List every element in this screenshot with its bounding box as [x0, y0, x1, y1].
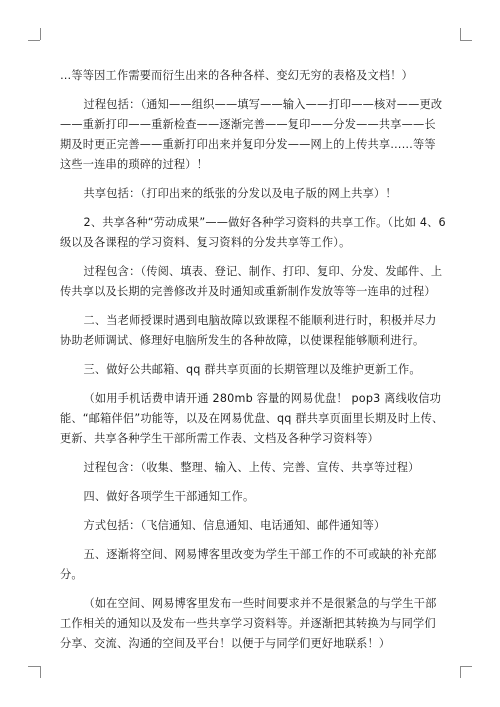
crop-mark-bottom-left: [40, 666, 41, 667]
paragraph-section-3-detail: （如用手机话费申请开通 280mb 容量的网易优盘！ pop3 离线收信功能、“邮箱伴侣”功能等，以及在网易优盘、qq 群共享页面里长期及时上传、更新、共享各种学生干部所需工作表、文档及各种学习资料等）: [60, 392, 444, 445]
paragraph-section-3: 三、做好公共邮箱、qq 群共享页面的长期管理以及维护更新工作。: [83, 363, 421, 376]
paragraph-section-5-detail: （如在空间、网易博客里发布一些时间要求并不是很紧急的与学生干部工作相关的通知以及发布一些共享学习资料等。并逐渐把其转换为与同学们分享、交流、沟通的空间及平台！以便于与同学们更好地联系！）: [60, 597, 437, 650]
paragraph-process-2: 过程包含：（传阅、填表、登记、制作、打印、复印、分发、发邮件、上传共享以及长期的完善修改并及时通知或重新制作发放等等一连串的过程）: [60, 265, 443, 298]
crop-mark-top-right: [460, 40, 461, 41]
paragraph-process-1: 过程包括：（通知——组织——填写——输入——打印——核对——更改——重新打印——重新检查——逐渐完善——复印——分发——共享——长期及时更正完善——重新打印出来并复印分发——网上的上传共享……等等这些一连串的琐碎的过程）！: [60, 98, 443, 171]
paragraph-process-3: 过程包含：（收集、整理、输入、上传、完善、宣传、共享等过程）: [83, 461, 420, 474]
paragraph-methods: 方式包括：（飞信通知、信息通知、电话通知、邮件通知等）: [83, 519, 386, 532]
paragraph-section-2: 二、当老师授课时遇到电脑故障以致课程不能顺利进行时，积极并尽力协助老师调试、修理好电脑所发生的各种故障，以使课程能够顺利进行。: [60, 314, 437, 347]
paragraph-continuation: …等等因工作需要而衍生出来的各种各样、变幻无穷的表格及文档！）: [60, 69, 414, 82]
paragraph-section-5: 五、逐渐将空间、网易博客里改变为学生干部工作的不可或缺的补充部分。: [60, 548, 437, 581]
paragraph-sharing: 共享包括：（打印出来的纸张的分发以及电子版的网上共享）！: [83, 187, 397, 200]
paragraph-section-4: 四、做好各项学生干部通知工作。: [83, 490, 255, 503]
crop-mark-top-left: [40, 40, 41, 41]
crop-mark-bottom-right: [460, 666, 461, 667]
document-body: [60, 66, 446, 663]
paragraph-item-2: 2、共享各种“劳动成果”——做好各种学习资料的共享工作。（比如 4、6 级以及各课程的学习资料、复习资料的分发共享等工作）。: [60, 216, 446, 249]
